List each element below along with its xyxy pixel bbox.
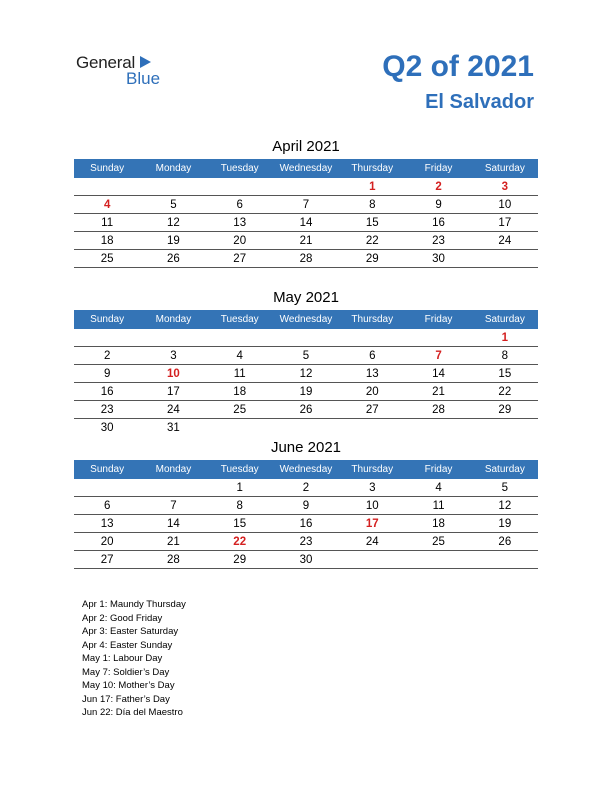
day-cell: 23 [100, 404, 114, 416]
day-cell: 28 [167, 554, 180, 566]
day-cell: 21 [167, 536, 180, 548]
weekday-header [74, 159, 538, 178]
day-cell: 16 [432, 217, 445, 229]
day-cell: 11 [101, 217, 114, 229]
day-cell [207, 419, 273, 436]
weekday-label: Sunday [90, 464, 125, 475]
day-cell [74, 329, 140, 346]
week-row [74, 347, 538, 365]
day-cell: 29 [233, 554, 247, 566]
day-cell: 9 [435, 199, 442, 211]
day-cell: 30 [100, 422, 114, 434]
month-calendar [74, 438, 538, 569]
day-cell: 5 [501, 482, 509, 494]
month-title: June 2021 [270, 439, 342, 456]
page-title: Q2 of 2021 [382, 50, 534, 83]
weekday-label: Saturday [484, 163, 525, 174]
day-cell: 7 [170, 500, 177, 512]
weekday-label: Tuesday [220, 314, 259, 325]
weekday-label: Monday [155, 314, 192, 325]
weekday-label: Saturday [484, 464, 525, 475]
weekday-label: Thursday [351, 464, 394, 475]
day-cell [273, 178, 339, 195]
day-cell: 16 [100, 386, 114, 398]
day-cell: 9 [103, 368, 111, 380]
day-cell: 1 [236, 482, 243, 494]
day-cell: 30 [432, 253, 445, 265]
day-cell [339, 419, 405, 436]
weekday-label: Friday [424, 464, 453, 475]
day-cell: 1 [501, 332, 509, 344]
day-cell: 14 [167, 518, 180, 530]
month-calendar [74, 137, 538, 268]
day-cell: 10 [167, 368, 180, 380]
day-cell: 31 [167, 422, 180, 434]
holiday-item: Apr 3: Easter Saturday [82, 626, 179, 637]
day-cell: 5 [170, 199, 177, 211]
day-cell: 19 [167, 235, 180, 247]
day-cell: 18 [432, 518, 445, 530]
day-cell: 4 [103, 199, 111, 211]
day-cell [74, 178, 140, 195]
week-row [74, 401, 538, 419]
day-cell: 5 [302, 350, 310, 362]
weekday-label: Thursday [351, 163, 394, 174]
day-cell: 8 [236, 500, 243, 512]
week-row [74, 383, 538, 401]
weekday-label: Wednesday [279, 464, 333, 475]
day-cell: 2 [302, 482, 310, 494]
day-cell: 27 [233, 253, 247, 265]
day-cell: 12 [299, 368, 313, 380]
day-cell [207, 329, 273, 346]
week-row [74, 329, 538, 347]
day-cell [140, 178, 206, 195]
day-cell [140, 479, 206, 496]
logo-flag-icon [138, 55, 152, 69]
day-cell: 7 [302, 199, 310, 211]
day-cell: 12 [167, 217, 180, 229]
day-cell [472, 551, 538, 568]
month-calendar [74, 288, 538, 436]
weekday-label: Friday [424, 163, 453, 174]
day-cell: 4 [435, 482, 442, 494]
day-cell: 15 [365, 217, 379, 229]
holiday-item: Jun 17: Father’s Day [82, 693, 170, 705]
day-cell: 13 [365, 368, 379, 380]
weekday-label: Wednesday [279, 314, 333, 325]
week-row [74, 497, 538, 515]
day-cell [339, 551, 405, 568]
day-cell: 21 [299, 235, 313, 247]
day-cell: 15 [498, 368, 512, 380]
logo-blue-text: Blue [126, 69, 161, 88]
day-cell: 22 [365, 235, 379, 247]
day-cell: 25 [432, 536, 445, 548]
holiday-item: Apr 1: Maundy Thursday [82, 599, 186, 610]
week-row [74, 214, 538, 232]
week-row [74, 232, 538, 250]
day-cell: 22 [233, 536, 247, 548]
day-cell: 18 [100, 235, 114, 247]
day-cell: 6 [369, 350, 376, 362]
weekday-label: Monday [155, 464, 192, 475]
day-cell: 14 [432, 368, 445, 380]
day-cell: 17 [498, 217, 512, 229]
day-cell [405, 419, 471, 436]
day-cell: 28 [299, 253, 313, 265]
day-cell [472, 250, 538, 267]
week-row [74, 533, 538, 551]
week-row [74, 419, 538, 436]
weekday-header [74, 460, 538, 479]
day-cell [405, 329, 471, 346]
day-cell: 6 [236, 199, 243, 211]
day-cell: 10 [365, 500, 379, 512]
day-cell: 27 [100, 554, 114, 566]
day-cell: 18 [233, 386, 247, 398]
weekday-label: Wednesday [279, 163, 333, 174]
day-cell: 1 [369, 181, 376, 193]
day-cell: 2 [435, 181, 442, 193]
day-cell [273, 419, 339, 436]
month-title: May 2021 [273, 289, 339, 306]
day-cell: 3 [170, 350, 177, 362]
day-cell: 8 [501, 350, 509, 362]
day-cell: 11 [233, 368, 246, 380]
day-cell [472, 419, 538, 436]
holiday-item: Apr 2: Good Friday [82, 612, 163, 624]
day-cell: 11 [432, 500, 445, 512]
day-cell [74, 479, 140, 496]
day-cell: 10 [498, 199, 512, 211]
day-cell: 28 [432, 404, 445, 416]
day-cell: 25 [233, 404, 247, 416]
weekday-label: Saturday [484, 314, 525, 325]
day-cell: 17 [365, 518, 379, 530]
holiday-item: May 1: Labour Day [82, 653, 163, 664]
day-cell: 29 [498, 404, 512, 416]
day-cell: 6 [103, 500, 111, 512]
day-cell: 3 [369, 482, 376, 494]
day-cell: 7 [435, 350, 442, 362]
day-cell: 20 [365, 386, 379, 398]
week-row [74, 515, 538, 533]
holiday-item: May 7: Soldier’s Day [82, 666, 170, 678]
day-cell: 14 [299, 217, 313, 229]
day-cell: 17 [167, 386, 180, 398]
day-cell: 26 [167, 253, 180, 265]
day-cell: 26 [299, 404, 313, 416]
day-cell: 12 [498, 500, 512, 512]
day-cell: 15 [233, 518, 247, 530]
week-row [74, 250, 538, 268]
day-cell: 26 [498, 536, 512, 548]
day-cell: 30 [299, 554, 313, 566]
day-cell: 24 [498, 235, 512, 247]
page-subtitle: El Salvador [425, 91, 534, 113]
weekday-label: Sunday [90, 163, 125, 174]
day-cell: 2 [103, 350, 111, 362]
day-cell [405, 551, 471, 568]
day-cell: 4 [236, 350, 243, 362]
holiday-item: Jun 22: Día del Maestro [82, 707, 183, 718]
day-cell [273, 329, 339, 346]
day-cell: 13 [100, 518, 114, 530]
weekday-label: Tuesday [220, 464, 259, 475]
day-cell: 16 [299, 518, 313, 530]
weekday-label: Thursday [351, 314, 394, 325]
day-cell: 8 [369, 199, 376, 211]
day-cell: 23 [432, 235, 445, 247]
day-cell: 19 [498, 518, 512, 530]
weekday-label: Monday [155, 163, 192, 174]
day-cell: 9 [302, 500, 310, 512]
day-cell: 29 [365, 253, 379, 265]
week-row [74, 196, 538, 214]
month-title: April 2021 [272, 138, 340, 155]
day-cell: 13 [233, 217, 247, 229]
day-cell: 21 [432, 386, 445, 398]
weekday-label: Sunday [90, 314, 125, 325]
logo-general-text: General [76, 53, 136, 72]
day-cell: 3 [501, 181, 509, 193]
day-cell: 24 [167, 404, 180, 416]
holiday-list [82, 598, 186, 720]
week-row [74, 365, 538, 383]
day-cell: 23 [299, 536, 313, 548]
holiday-item: Apr 4: Easter Sunday [82, 639, 173, 651]
day-cell: 20 [100, 536, 114, 548]
day-cell: 24 [365, 536, 379, 548]
day-cell [140, 329, 206, 346]
holiday-item: May 10: Mother’s Day [82, 680, 175, 691]
day-cell: 25 [100, 253, 114, 265]
week-row [74, 178, 538, 196]
day-cell: 19 [299, 386, 313, 398]
week-row [74, 479, 538, 497]
logo [76, 53, 176, 89]
day-cell [339, 329, 405, 346]
weekday-label: Friday [424, 314, 453, 325]
day-cell: 27 [365, 404, 379, 416]
week-row [74, 551, 538, 569]
day-cell: 22 [498, 386, 512, 398]
day-cell [207, 178, 273, 195]
weekday-label: Tuesday [220, 163, 259, 174]
weekday-header [74, 310, 538, 329]
day-cell: 20 [233, 235, 247, 247]
